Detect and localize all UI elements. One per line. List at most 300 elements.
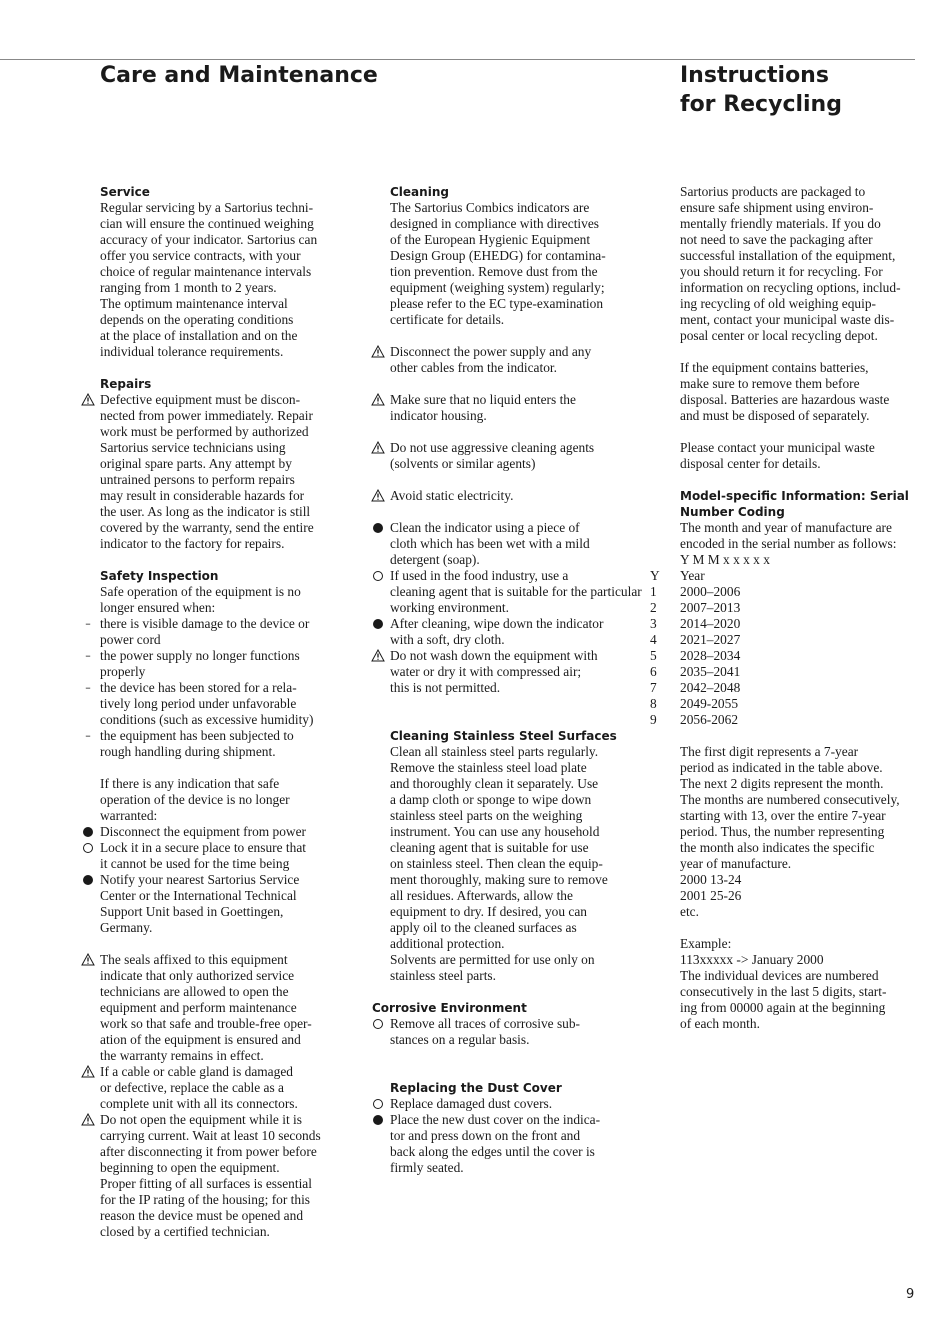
text-line — [100, 712, 345, 728]
text-line — [100, 872, 345, 888]
line-text: Disconnect the power supply and any — [390, 344, 592, 359]
line-text: Safe operation of the equipment is no — [100, 584, 301, 599]
warning-icon — [81, 952, 95, 966]
line-text: The next 2 digits represent the month. — [680, 776, 884, 791]
line-text: the device has been stored for a rela- — [100, 680, 297, 695]
text-line — [650, 664, 925, 680]
text-line — [680, 888, 925, 904]
text-line — [390, 200, 635, 216]
dash-bullet-icon: – — [85, 681, 91, 694]
text-line — [100, 408, 345, 424]
text-line — [680, 776, 925, 792]
text-line — [390, 600, 635, 616]
text-line — [390, 232, 635, 248]
section-heading — [680, 488, 925, 504]
text-line — [680, 408, 925, 424]
line-text: covered by the warranty, send the entire — [100, 520, 314, 535]
line-text: Make sure that no liquid enters the — [390, 392, 576, 407]
text-line — [390, 952, 635, 968]
line-text: a damp cloth or sponge to wipe down — [390, 792, 592, 807]
text-line — [100, 1096, 345, 1112]
line-text: 2042–2048 — [680, 680, 741, 695]
serial-code-digit: 7 — [650, 680, 657, 695]
line-text: nected from power immediately. Repair — [100, 408, 313, 423]
line-text: tion prevention. Remove dust from the — [390, 264, 598, 279]
text-line — [680, 968, 925, 984]
line-text: 2007–2013 — [680, 600, 741, 615]
line-text: work must be performed by authorized — [100, 424, 309, 439]
text-line — [85, 616, 345, 632]
line-text: Example: — [680, 936, 732, 951]
text-line — [390, 248, 635, 264]
line-text: cleaning agent that is suitable for the particular — [390, 584, 642, 599]
section-heading — [100, 376, 345, 392]
text-line — [100, 536, 345, 552]
line-text: 2049-2055 — [680, 696, 739, 711]
bullet-filled-icon — [371, 1112, 385, 1129]
text-line — [100, 584, 345, 600]
line-text: certificate for details. — [390, 312, 505, 327]
line-text: and thoroughly clean it separately. Use — [390, 776, 599, 791]
line-text: consecutively in the last 5 digits, start- — [680, 984, 887, 999]
text-line — [390, 568, 635, 584]
text-line — [390, 1144, 635, 1160]
line-text: warranted: — [100, 808, 158, 823]
line-text: indicate that only authorized service — [100, 968, 295, 983]
line-text: the power supply no longer functions — [100, 648, 300, 663]
line-text: untrained persons to perform repairs — [100, 472, 295, 487]
spacer — [390, 1048, 635, 1064]
text-line — [680, 312, 925, 328]
spacer — [390, 1064, 635, 1080]
line-text: Clean all stainless steel parts regularly. — [390, 744, 599, 759]
text-line — [390, 904, 635, 920]
text-line — [390, 792, 635, 808]
line-text: stances on a regular basis. — [390, 1032, 530, 1047]
page-title-recycling — [680, 61, 842, 119]
text-line — [100, 600, 345, 616]
line-text: ing from 00000 again at the beginning — [680, 1000, 886, 1015]
section-heading — [100, 184, 345, 200]
line-text: cloth which has been wet with a mild — [390, 536, 590, 551]
bullet-hollow-icon — [371, 568, 385, 585]
line-text: successful installation of the equipment, — [680, 248, 896, 263]
text-line — [100, 520, 345, 536]
spacer — [100, 552, 345, 568]
line-text: If the equipment contains batteries, — [680, 360, 869, 375]
line-text: Model-specific Information: Serial — [680, 489, 909, 503]
line-text: choice of regular maintenance intervals — [100, 264, 312, 279]
text-line — [100, 328, 345, 344]
text-line — [100, 1112, 345, 1128]
spacer — [390, 424, 635, 440]
line-text: Replace damaged dust covers. — [390, 1096, 553, 1111]
dash-bullet-icon: – — [85, 649, 91, 662]
text-line — [390, 1128, 635, 1144]
text-line — [390, 280, 635, 296]
spacer — [680, 920, 925, 936]
bullet-hollow-icon — [371, 1016, 385, 1033]
text-line — [100, 504, 345, 520]
line-text: Support Unit based in Goettingen, — [100, 904, 284, 919]
text-line — [680, 760, 925, 776]
warning-icon — [81, 1112, 95, 1126]
line-text: Regular servicing by a Sartorius techni- — [100, 200, 314, 215]
serial-code-digit: Y — [650, 568, 660, 583]
text-line — [680, 232, 925, 248]
warning-icon — [81, 392, 95, 406]
line-text: depends on the operating conditions — [100, 312, 294, 327]
text-line — [100, 232, 345, 248]
line-text: Disconnect the equipment from power — [100, 824, 307, 839]
recycling-title-line1: Instructions — [680, 63, 829, 88]
spacer — [390, 712, 635, 728]
text-line — [680, 200, 925, 216]
line-text: 2001 25-26 — [680, 888, 742, 903]
text-line — [390, 616, 635, 632]
spacer — [390, 328, 635, 344]
text-line — [680, 984, 925, 1000]
text-line — [390, 840, 635, 856]
text-line — [100, 1192, 345, 1208]
line-text: Service — [100, 185, 150, 199]
text-line — [100, 984, 345, 1000]
line-text: Clean the indicator using a piece of — [390, 520, 580, 535]
line-text: this is not permitted. — [390, 680, 501, 695]
page-title-care-maintenance: Care and Maintenance — [100, 63, 378, 88]
line-text: disposal center for details. — [680, 456, 821, 471]
line-text: all residues. Afterwards, allow the — [390, 888, 573, 903]
line-text: stainless steel parts. — [390, 968, 496, 983]
line-text: The seals affixed to this equipment — [100, 952, 288, 967]
line-text: cian will ensure the continued weighing — [100, 216, 314, 231]
page-number: 9 — [906, 1287, 915, 1302]
text-line — [100, 1160, 345, 1176]
line-text: with a soft, dry cloth. — [390, 632, 505, 647]
text-line — [390, 1160, 635, 1176]
text-line — [390, 216, 635, 232]
text-line — [100, 312, 345, 328]
section-heading — [680, 504, 925, 520]
text-line — [390, 856, 635, 872]
line-text: Avoid static electricity. — [390, 488, 514, 503]
line-text: water or dry it with compressed air; — [390, 664, 582, 679]
text-line — [390, 1096, 635, 1112]
text-line — [100, 1176, 345, 1192]
text-line — [100, 424, 345, 440]
line-text: posal center or local recycling depot. — [680, 328, 878, 343]
spacer — [680, 472, 925, 488]
text-line — [390, 264, 635, 280]
line-text: original spare parts. Any attempt by — [100, 456, 292, 471]
line-text: Solvents are permitted for use only on — [390, 952, 595, 967]
line-text: there is visible damage to the device or — [100, 616, 310, 631]
line-text: disposal. Batteries are hazardous waste — [680, 392, 890, 407]
text-line — [680, 440, 925, 456]
text-line — [680, 856, 925, 872]
line-text: Germany. — [100, 920, 153, 935]
bullet-filled-icon — [81, 824, 95, 841]
line-text: ing recycling of old weighing equip- — [680, 296, 876, 311]
text-line — [100, 888, 345, 904]
text-line — [390, 296, 635, 312]
line-text: closed by a certified technician. — [100, 1224, 270, 1239]
line-text: the user. As long as the indicator is still — [100, 504, 311, 519]
line-text: or defective, replace the cable as a — [100, 1080, 285, 1095]
line-text: If used in the food industry, use a — [390, 568, 569, 583]
text-line — [680, 456, 925, 472]
line-text: After cleaning, wipe down the indicator — [390, 616, 604, 631]
line-text: at the place of installation and on the — [100, 328, 298, 343]
line-text: Cleaning Stainless Steel Surfaces — [390, 729, 617, 743]
line-text: Proper fitting of all surfaces is essential — [100, 1176, 312, 1191]
text-line — [680, 792, 925, 808]
line-text: Sartorius products are packaged to — [680, 184, 866, 199]
text-line — [680, 872, 925, 888]
serial-code-digit: 4 — [650, 632, 657, 647]
text-line — [390, 648, 635, 664]
line-text: power cord — [100, 632, 161, 647]
warning-icon — [371, 648, 385, 662]
text-line — [680, 936, 925, 952]
line-text: properly — [100, 664, 146, 679]
text-line — [100, 776, 345, 792]
line-text: information on recycling options, includ- — [680, 280, 901, 295]
line-text: The individual devices are numbered — [680, 968, 879, 983]
text-line — [650, 648, 925, 664]
line-text: etc. — [680, 904, 699, 919]
text-line — [680, 248, 925, 264]
text-line — [100, 968, 345, 984]
text-line — [100, 824, 345, 840]
line-text: The first digit represents a 7-year — [680, 744, 859, 759]
text-line — [100, 856, 345, 872]
line-text: 2014–2020 — [680, 616, 741, 631]
bullet-hollow-icon — [371, 1096, 385, 1113]
text-line — [100, 280, 345, 296]
line-text: of each month. — [680, 1016, 760, 1031]
line-text: individual tolerance requirements. — [100, 344, 284, 359]
text-line — [100, 920, 345, 936]
bullet-filled-icon — [371, 616, 385, 633]
text-line — [100, 808, 345, 824]
header-rule — [0, 59, 915, 60]
line-text: indicator housing. — [390, 408, 487, 423]
text-line — [100, 1064, 345, 1080]
line-text: Year — [680, 568, 705, 583]
text-line — [680, 296, 925, 312]
text-line — [650, 680, 925, 696]
spacer — [390, 472, 635, 488]
text-line — [390, 1112, 635, 1128]
text-line — [390, 936, 635, 952]
text-line — [680, 744, 925, 760]
line-text: Repairs — [100, 377, 152, 391]
text-line — [100, 472, 345, 488]
section-heading — [390, 1080, 635, 1096]
line-text: detergent (soap). — [390, 552, 480, 567]
text-line — [680, 280, 925, 296]
bullet-hollow-icon — [81, 840, 95, 857]
section-heading — [100, 568, 345, 584]
line-text: 113xxxxx -> January 2000 — [680, 952, 824, 967]
line-text: year of manufacture. — [680, 856, 792, 871]
text-line — [650, 696, 925, 712]
line-text: 2021–2027 — [680, 632, 741, 647]
text-line — [390, 520, 635, 536]
line-text: Place the new dust cover on the indica- — [390, 1112, 601, 1127]
dash-bullet-icon: – — [85, 729, 91, 742]
line-text: please refer to the EC type-examination — [390, 296, 604, 311]
text-line — [85, 648, 345, 664]
text-line — [100, 1032, 345, 1048]
line-text: If there is any indication that safe — [100, 776, 280, 791]
line-text: tor and press down on the front and — [390, 1128, 581, 1143]
text-line — [100, 392, 345, 408]
text-line — [100, 904, 345, 920]
line-text: Defective equipment must be discon- — [100, 392, 301, 407]
text-line — [390, 872, 635, 888]
recycling-title-line2: for Recycling — [680, 92, 842, 117]
line-text: you should return it for recycling. For — [680, 264, 883, 279]
line-text: Y M M x x x x x — [680, 552, 770, 567]
text-line — [680, 824, 925, 840]
line-text: mentally friendly materials. If you do — [680, 216, 881, 231]
line-text: on stainless steel. Then clean the equip- — [390, 856, 603, 871]
text-line — [100, 1000, 345, 1016]
line-text: The optimum maintenance interval — [100, 296, 288, 311]
line-text: Number Coding — [680, 505, 785, 519]
line-text: it cannot be used for the time being — [100, 856, 290, 871]
text-line — [100, 1128, 345, 1144]
text-line — [390, 488, 635, 504]
text-line — [650, 600, 925, 616]
text-line — [100, 952, 345, 968]
line-text: Remove the stainless steel load plate — [390, 760, 587, 775]
text-line — [680, 360, 925, 376]
line-text: equipment (weighing system) regularly; — [390, 280, 605, 295]
line-text: period as indicated in the table above. — [680, 760, 883, 775]
line-text: 2000 13-24 — [680, 872, 742, 887]
text-line — [680, 376, 925, 392]
column-cleaning — [372, 184, 642, 1176]
line-text: work so that safe and trouble-free oper- — [100, 1016, 312, 1031]
text-line — [100, 1224, 345, 1240]
line-text: cleaning agent that is suitable for use — [390, 840, 589, 855]
line-text: ment, contact your municipal waste dis- — [680, 312, 895, 327]
text-line — [85, 680, 345, 696]
line-text: Safety Inspection — [100, 569, 219, 583]
text-line — [100, 440, 345, 456]
line-text: longer ensured when: — [100, 600, 216, 615]
line-text: rough handling during shipment. — [100, 744, 276, 759]
text-line — [100, 1080, 345, 1096]
text-line — [680, 1000, 925, 1016]
text-line — [100, 200, 345, 216]
serial-code-digit: 5 — [650, 648, 657, 663]
text-line — [680, 216, 925, 232]
line-text: after disconnecting it from power before — [100, 1144, 317, 1159]
line-text: ation of the equipment is ensured and — [100, 1032, 301, 1047]
line-text: firmly seated. — [390, 1160, 464, 1175]
text-line — [100, 248, 345, 264]
line-text: Do not wash down the equipment with — [390, 648, 598, 663]
line-text: equipment and perform maintenance — [100, 1000, 297, 1015]
spacer — [680, 344, 925, 360]
column-recycling — [650, 184, 925, 1032]
line-text: equipment to dry. If desired, you can — [390, 904, 587, 919]
spacer — [680, 424, 925, 440]
text-line — [680, 552, 925, 568]
text-line — [100, 216, 345, 232]
spacer — [390, 696, 635, 712]
text-line — [390, 824, 635, 840]
spacer — [680, 728, 925, 744]
text-line — [100, 840, 345, 856]
text-line — [100, 664, 345, 680]
text-line — [390, 808, 635, 824]
text-line — [390, 456, 635, 472]
line-text: ment thoroughly, making sure to remove — [390, 872, 608, 887]
line-text: 2056-2062 — [680, 712, 739, 727]
text-line — [650, 616, 925, 632]
line-text: ranging from 1 month to 2 years. — [100, 280, 277, 295]
text-line — [680, 808, 925, 824]
line-text: apply oil to the cleaned surfaces as — [390, 920, 577, 935]
text-line — [680, 536, 925, 552]
line-text: the equipment has been subjected to — [100, 728, 294, 743]
text-line — [390, 968, 635, 984]
text-line — [390, 664, 635, 680]
text-line — [100, 744, 345, 760]
line-text: offer you service contracts, with your — [100, 248, 301, 263]
text-line — [650, 632, 925, 648]
warning-icon — [371, 344, 385, 358]
spacer — [390, 376, 635, 392]
line-text: 2028–2034 — [680, 648, 741, 663]
text-line — [100, 264, 345, 280]
section-heading — [390, 728, 635, 744]
line-text: may result in considerable hazards for — [100, 488, 305, 503]
text-line — [650, 584, 925, 600]
line-text: indicator to the factory for repairs. — [100, 536, 285, 551]
text-line — [85, 728, 345, 744]
text-line — [390, 552, 635, 568]
serial-code-digit: 6 — [650, 664, 657, 679]
line-text: carrying current. Wait at least 10 seconds — [100, 1128, 321, 1143]
line-text: Please contact your municipal waste — [680, 440, 875, 455]
spacer — [390, 504, 635, 520]
bullet-filled-icon — [81, 872, 95, 889]
text-line — [650, 712, 925, 728]
text-line — [680, 264, 925, 280]
line-text: of the European Hygienic Equipment — [390, 232, 591, 247]
warning-icon — [371, 392, 385, 406]
line-text: accuracy of your indicator. Sartorius can — [100, 232, 318, 247]
text-line — [100, 696, 345, 712]
text-line — [680, 328, 925, 344]
text-line — [390, 536, 635, 552]
text-line — [390, 776, 635, 792]
line-text: additional protection. — [390, 936, 505, 951]
line-text: conditions (such as excessive humidity) — [100, 712, 314, 727]
text-line — [390, 1016, 635, 1032]
line-text: ensure safe shipment using environ- — [680, 200, 874, 215]
text-line — [100, 1208, 345, 1224]
text-line — [390, 344, 635, 360]
line-text: not need to save the packaging after — [680, 232, 873, 247]
line-text: technicians are allowed to open the — [100, 984, 289, 999]
